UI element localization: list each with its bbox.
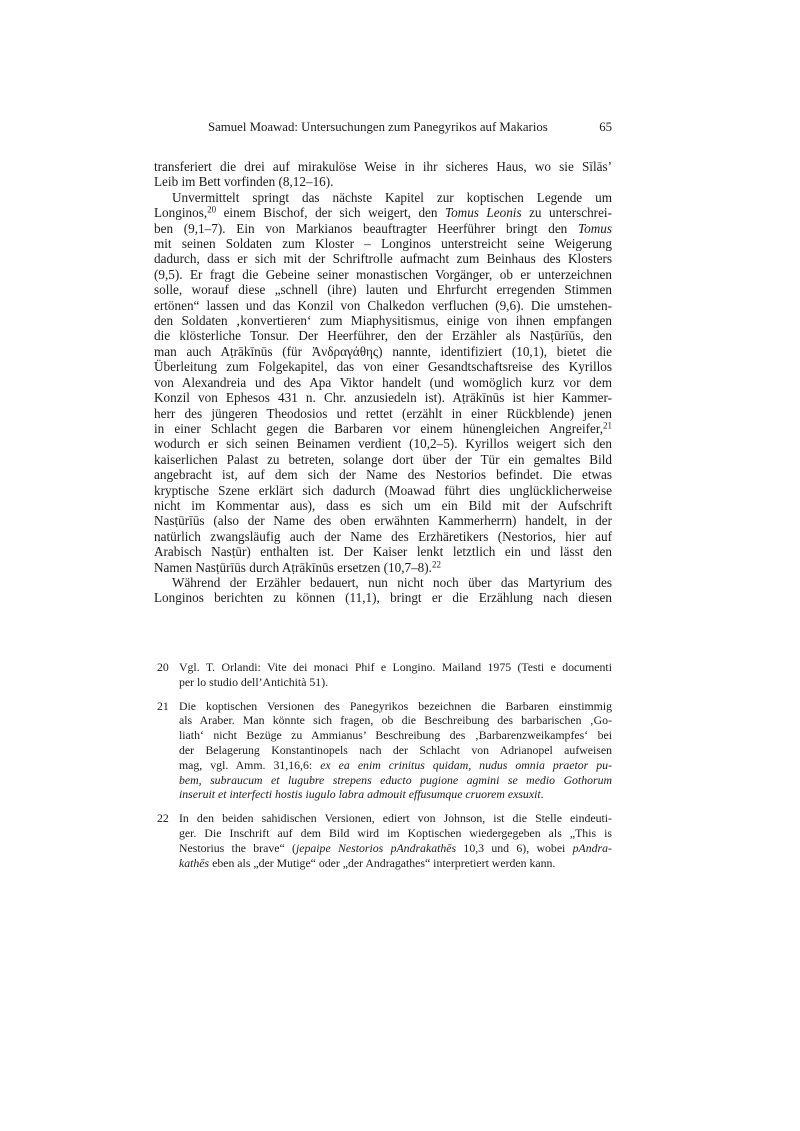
text-segment: In den beiden sahidischen Versionen, ediert von Johnson, ist die Stelle eindeuti- bbox=[179, 811, 612, 826]
text-line bbox=[154, 375, 612, 390]
text-segment: zu unterschrei- bbox=[521, 205, 612, 221]
footnotes bbox=[154, 660, 612, 879]
text-line bbox=[154, 390, 612, 405]
text-segment: als Araber. Man könnte sich fragen, ob die Beschreibung des barbarischen ‚Go- bbox=[179, 713, 612, 728]
text-segment: Die koptischen Versionen des Panegyrikos bezeichnen die Barbaren einstimmig bbox=[179, 698, 612, 713]
text-segment: angebracht ist, auf dem sich der Name des Nestorios befindet. Die etwas bbox=[154, 467, 612, 483]
body-text bbox=[154, 159, 612, 606]
text-line bbox=[154, 205, 612, 220]
text-line bbox=[179, 699, 612, 714]
footnote-reference[interactable]: 22 bbox=[431, 559, 441, 570]
footnote bbox=[154, 660, 612, 690]
text-line bbox=[154, 298, 612, 313]
text-line bbox=[154, 344, 612, 359]
italic-text: pAndra- bbox=[572, 840, 612, 855]
text-line bbox=[154, 436, 612, 451]
text-segment: in einer Schlacht gegen die Barbaren vor einem hünengleichen Angreifer, bbox=[154, 420, 604, 436]
text-line bbox=[154, 236, 612, 251]
text-line bbox=[179, 773, 612, 788]
text-segment: liath‘ nicht Bezüge zu Ammianus’ Beschreibung des ‚Barbarenzweikampfes‘ bei bbox=[179, 728, 612, 743]
text-segment: solle, worauf diese „schnell (ihre) lauten und Ehrfurcht erregenden Stimmen bbox=[154, 282, 612, 298]
text-line bbox=[179, 728, 612, 743]
text-line bbox=[154, 221, 612, 236]
text-line bbox=[154, 313, 612, 328]
text-segment: nicht im Kommentar aus), dass es sich um ein Bild mit der Aufschrift bbox=[154, 497, 612, 513]
text-segment: natürlich zwangsläufig auch der Name des Erzhäretikers (Nestorios, hier auf bbox=[154, 528, 612, 544]
text-segment: einem Bischof, der sich weigert, den bbox=[216, 205, 445, 221]
text-segment: die klösterliche Tonsur. Der Heerführer, den der Erzähler als Nasṭūrīūs, den bbox=[154, 328, 612, 344]
text-segment: mit seinen Soldaten zum Kloster – Longinos unterstreicht seine Weigerung bbox=[154, 236, 612, 252]
italic-text: bem, subraucum et lugubre strepens educto pugione agmini se medio Gothorum bbox=[179, 772, 612, 787]
text-line bbox=[154, 529, 612, 544]
italic-text: inseruit et interfecti hostis iugulo labra admouit effusumque cruorem exsuxit bbox=[179, 787, 541, 802]
footnote-text bbox=[179, 660, 612, 690]
text-segment: ger. Die Inschrift auf dem Bild wird im Koptischen wiedergegeben als „This is bbox=[179, 825, 612, 840]
text-segment: Nasṭūrīūs (also der Name des oben erwähnten Kammerherrn) handelt, in der bbox=[154, 513, 612, 529]
footnote-number: 22 bbox=[157, 811, 169, 826]
text-segment: eben als „der Mutige“ oder „der Andragathes“ interpretiert werden kann. bbox=[209, 855, 556, 870]
text-line bbox=[179, 826, 612, 841]
running-title: Samuel Moawad: Untersuchungen zum Panegyrikos auf Makarios bbox=[208, 120, 548, 134]
text-segment: wodurch er sich seinen Beinamen verdient (10,2–5). Kyrillos weigert sich den bbox=[154, 436, 612, 452]
text-segment: per lo studio dell’Antichità 51). bbox=[179, 674, 329, 689]
text-line bbox=[154, 498, 612, 513]
italic-text: Tomus Leonis bbox=[444, 205, 522, 221]
running-header bbox=[154, 119, 612, 135]
text-segment: dadurch, dass er sich mit der Schriftrolle aufmacht zum Beinhaus des Klosters bbox=[154, 251, 612, 267]
footnote bbox=[154, 699, 612, 803]
text-line bbox=[154, 590, 612, 605]
text-line bbox=[179, 841, 612, 856]
text-segment: herr des jüngeren Theodosios und rettet (erzählt in einer Rückblende) jenen bbox=[154, 405, 612, 421]
text-line bbox=[179, 856, 612, 871]
footnote-reference[interactable]: 21 bbox=[603, 420, 612, 431]
text-segment: der Belagerung Konstantinopels nach der Schlacht von Adrianopel aufweisen bbox=[179, 742, 612, 757]
text-line bbox=[154, 267, 612, 282]
italic-text: ex ea enim crinitus quidam, nudus omnia praetor pu- bbox=[320, 757, 613, 772]
footnote-text bbox=[179, 699, 612, 803]
text-segment: Vgl. T. Orlandi: Vite dei monaci Phif e Longino. Mailand 1975 (Testi e documenti bbox=[179, 660, 612, 674]
text-line bbox=[154, 359, 612, 374]
text-line bbox=[154, 251, 612, 266]
italic-text: jepaipe Nestorios pAndrakathēs bbox=[295, 840, 457, 855]
text-line bbox=[154, 575, 612, 590]
text-segment: transferiert die drei auf mirakulöse Weise in ihr sicheres Haus, wo sie Sīlās’ bbox=[154, 159, 612, 174]
text-segment: kryptische Szene erklärt sich dadurch (Moawad führt dies unglücklicherweise bbox=[154, 482, 612, 498]
text-line bbox=[154, 282, 612, 297]
text-line bbox=[179, 758, 612, 773]
footnote-number: 20 bbox=[157, 660, 169, 674]
text-line bbox=[179, 811, 612, 826]
text-segment: Nestorius the brave“ ( bbox=[179, 840, 296, 855]
text-segment: ben (9,1–7). Ein von Markianos beauftragter Heerführer bringt den bbox=[154, 220, 579, 236]
text-segment: man auch Aṭrākīnūs (für Ἀνδραγάθης) nannte, identifiziert (10,1), bietet die bbox=[154, 343, 612, 359]
text-line bbox=[154, 483, 612, 498]
text-line bbox=[154, 174, 612, 189]
text-line bbox=[154, 467, 612, 482]
text-line bbox=[154, 452, 612, 467]
italic-text: kathēs bbox=[179, 855, 210, 870]
text-line bbox=[179, 675, 612, 690]
footnote-number: 21 bbox=[157, 698, 169, 713]
text-segment: Leib im Bett vorfinden (8,12–16). bbox=[154, 174, 334, 190]
text-segment: 10,3 und 6), wobei bbox=[456, 840, 573, 855]
text-line bbox=[154, 328, 612, 343]
text-segment: Namen Nasṭūrīūs durch Aṭrākīnūs ersetzen (10,7–8). bbox=[154, 559, 432, 575]
text-segment: Unvermittelt springt das nächste Kapitel zur koptischen Legende um bbox=[172, 189, 612, 205]
text-segment: Arabisch Nasṭūr) enthalten ist. Der Kaiser lenkt letztlich ein und lässt den bbox=[154, 544, 612, 560]
text-line bbox=[154, 544, 612, 559]
footnote bbox=[154, 811, 612, 870]
text-segment: von Alexandreia und des Apa Viktor handelt (und womöglich kurz vor dem bbox=[154, 374, 612, 390]
footnote-text bbox=[179, 811, 612, 870]
text-segment: . bbox=[540, 787, 544, 802]
text-segment: Überleitung zum Folgekapitel, das von einer Gesandtschaftsreise des Kyrillos bbox=[154, 359, 612, 375]
text-line bbox=[154, 406, 612, 421]
text-segment: den Soldaten ‚konvertieren‘ zum Miaphysitismus, einige von ihnen empfangen bbox=[154, 313, 612, 329]
text-line bbox=[179, 743, 612, 758]
text-line bbox=[154, 560, 612, 575]
text-segment: Während der Erzähler bedauert, nun nicht noch über das Martyrium des bbox=[172, 574, 612, 590]
text-segment: mag, vgl. Amm. 31,16,6: bbox=[179, 757, 321, 772]
text-line bbox=[154, 190, 612, 205]
text-segment: kaiserlichen Palast zu betreten, solange dort über der Tür ein gemaltes Bild bbox=[154, 451, 612, 467]
text-line bbox=[154, 421, 612, 436]
text-line bbox=[179, 660, 612, 675]
text-segment: (9,5). Er fragt die Gebeine seiner monastischen Vorgänger, ob er unterzeichnen bbox=[154, 266, 612, 282]
text-line bbox=[154, 513, 612, 528]
footnote-reference[interactable]: 20 bbox=[207, 204, 217, 215]
text-segment: Longinos berichten zu können (11,1), bringt er die Erzählung nach diesen bbox=[154, 590, 612, 606]
page-number: 65 bbox=[599, 120, 612, 134]
text-line bbox=[179, 713, 612, 728]
italic-text: Tomus bbox=[578, 220, 612, 236]
text-segment: Konzil von Ephesos 431 n. Chr. anzusiedeln ist). Aṭrākīnūs ist hier Kammer- bbox=[154, 390, 612, 406]
text-segment: Longinos, bbox=[154, 205, 208, 221]
text-line bbox=[154, 159, 612, 174]
text-line bbox=[179, 787, 612, 802]
text-segment: ertönen“ lassen und das Konzil von Chalkedon verfluchen (9,6). Die umstehen- bbox=[154, 297, 612, 313]
